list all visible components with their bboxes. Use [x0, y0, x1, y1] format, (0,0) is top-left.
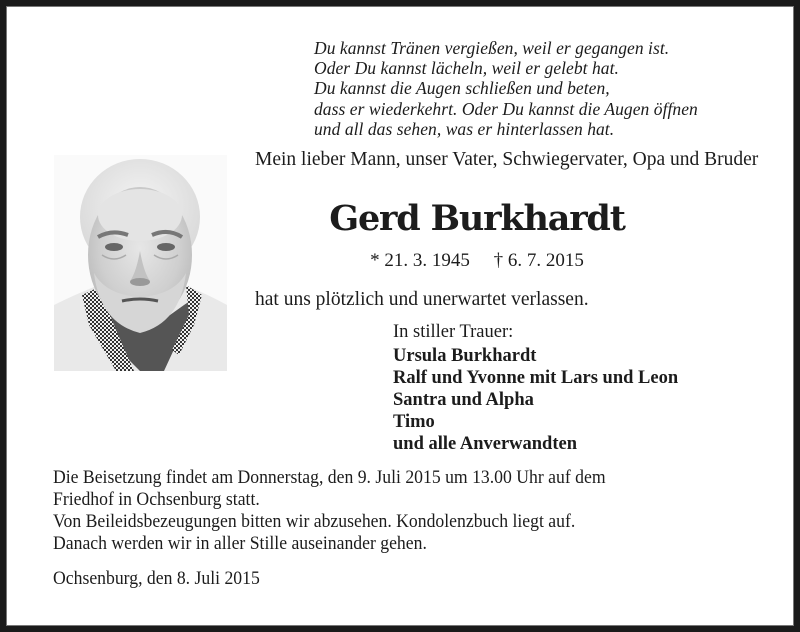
- place-and-date: Ochsenburg, den 8. Juli 2015: [53, 568, 260, 589]
- portrait-icon: [54, 155, 227, 371]
- poem-line: dass er wiederkehrt. Oder Du kannst die Augen öffnen: [314, 98, 698, 119]
- passing-text: hat uns plötzlich und unerwartet verlassen.: [255, 289, 589, 310]
- life-dates: * 21. 3. 1945 † 6. 7. 2015: [370, 250, 584, 271]
- funeral-info-line: Die Beisetzung findet am Donnerstag, den 9. Juli 2015 um 13.00 Uhr auf dem: [53, 467, 606, 488]
- funeral-info: [53, 467, 606, 555]
- mourner-name: und alle Anverwandten: [393, 434, 578, 454]
- mourner-name: Ursula Burkhardt: [393, 346, 537, 366]
- poem-line: und all das sehen, was er hinterlassen hat.: [314, 118, 615, 139]
- funeral-info-line: Friedhof in Ochsenburg statt.: [53, 489, 260, 510]
- memorial-poem: [314, 38, 698, 139]
- poem-line: Du kannst Tränen vergießen, weil er gegangen ist.: [314, 38, 670, 58]
- mourner-name: Timo: [393, 412, 435, 432]
- funeral-info-line: Danach werden wir in aller Stille auseinander gehen.: [53, 533, 427, 554]
- deceased-name: Gerd Burkhardt: [329, 198, 625, 239]
- mourning-label: In stiller Trauer:: [393, 322, 514, 342]
- poem-line: Oder Du kannst lächeln, weil er gelebt hat.: [314, 58, 619, 79]
- obituary-notice: [6, 6, 794, 626]
- poem-line: Du kannst die Augen schließen und beten,: [314, 78, 610, 99]
- mourners-list: [393, 345, 678, 455]
- intro-text: Mein lieber Mann, unser Vater, Schwiegervater, Opa und Bruder: [255, 149, 759, 170]
- mourner-name: Santra und Alpha: [393, 390, 534, 410]
- mourner-name: Ralf und Yvonne mit Lars und Leon: [393, 368, 679, 388]
- funeral-info-line: Von Beileidsbezeugungen bitten wir abzusehen. Kondolenzbuch liegt auf.: [53, 511, 576, 532]
- portrait-photo: [54, 155, 227, 371]
